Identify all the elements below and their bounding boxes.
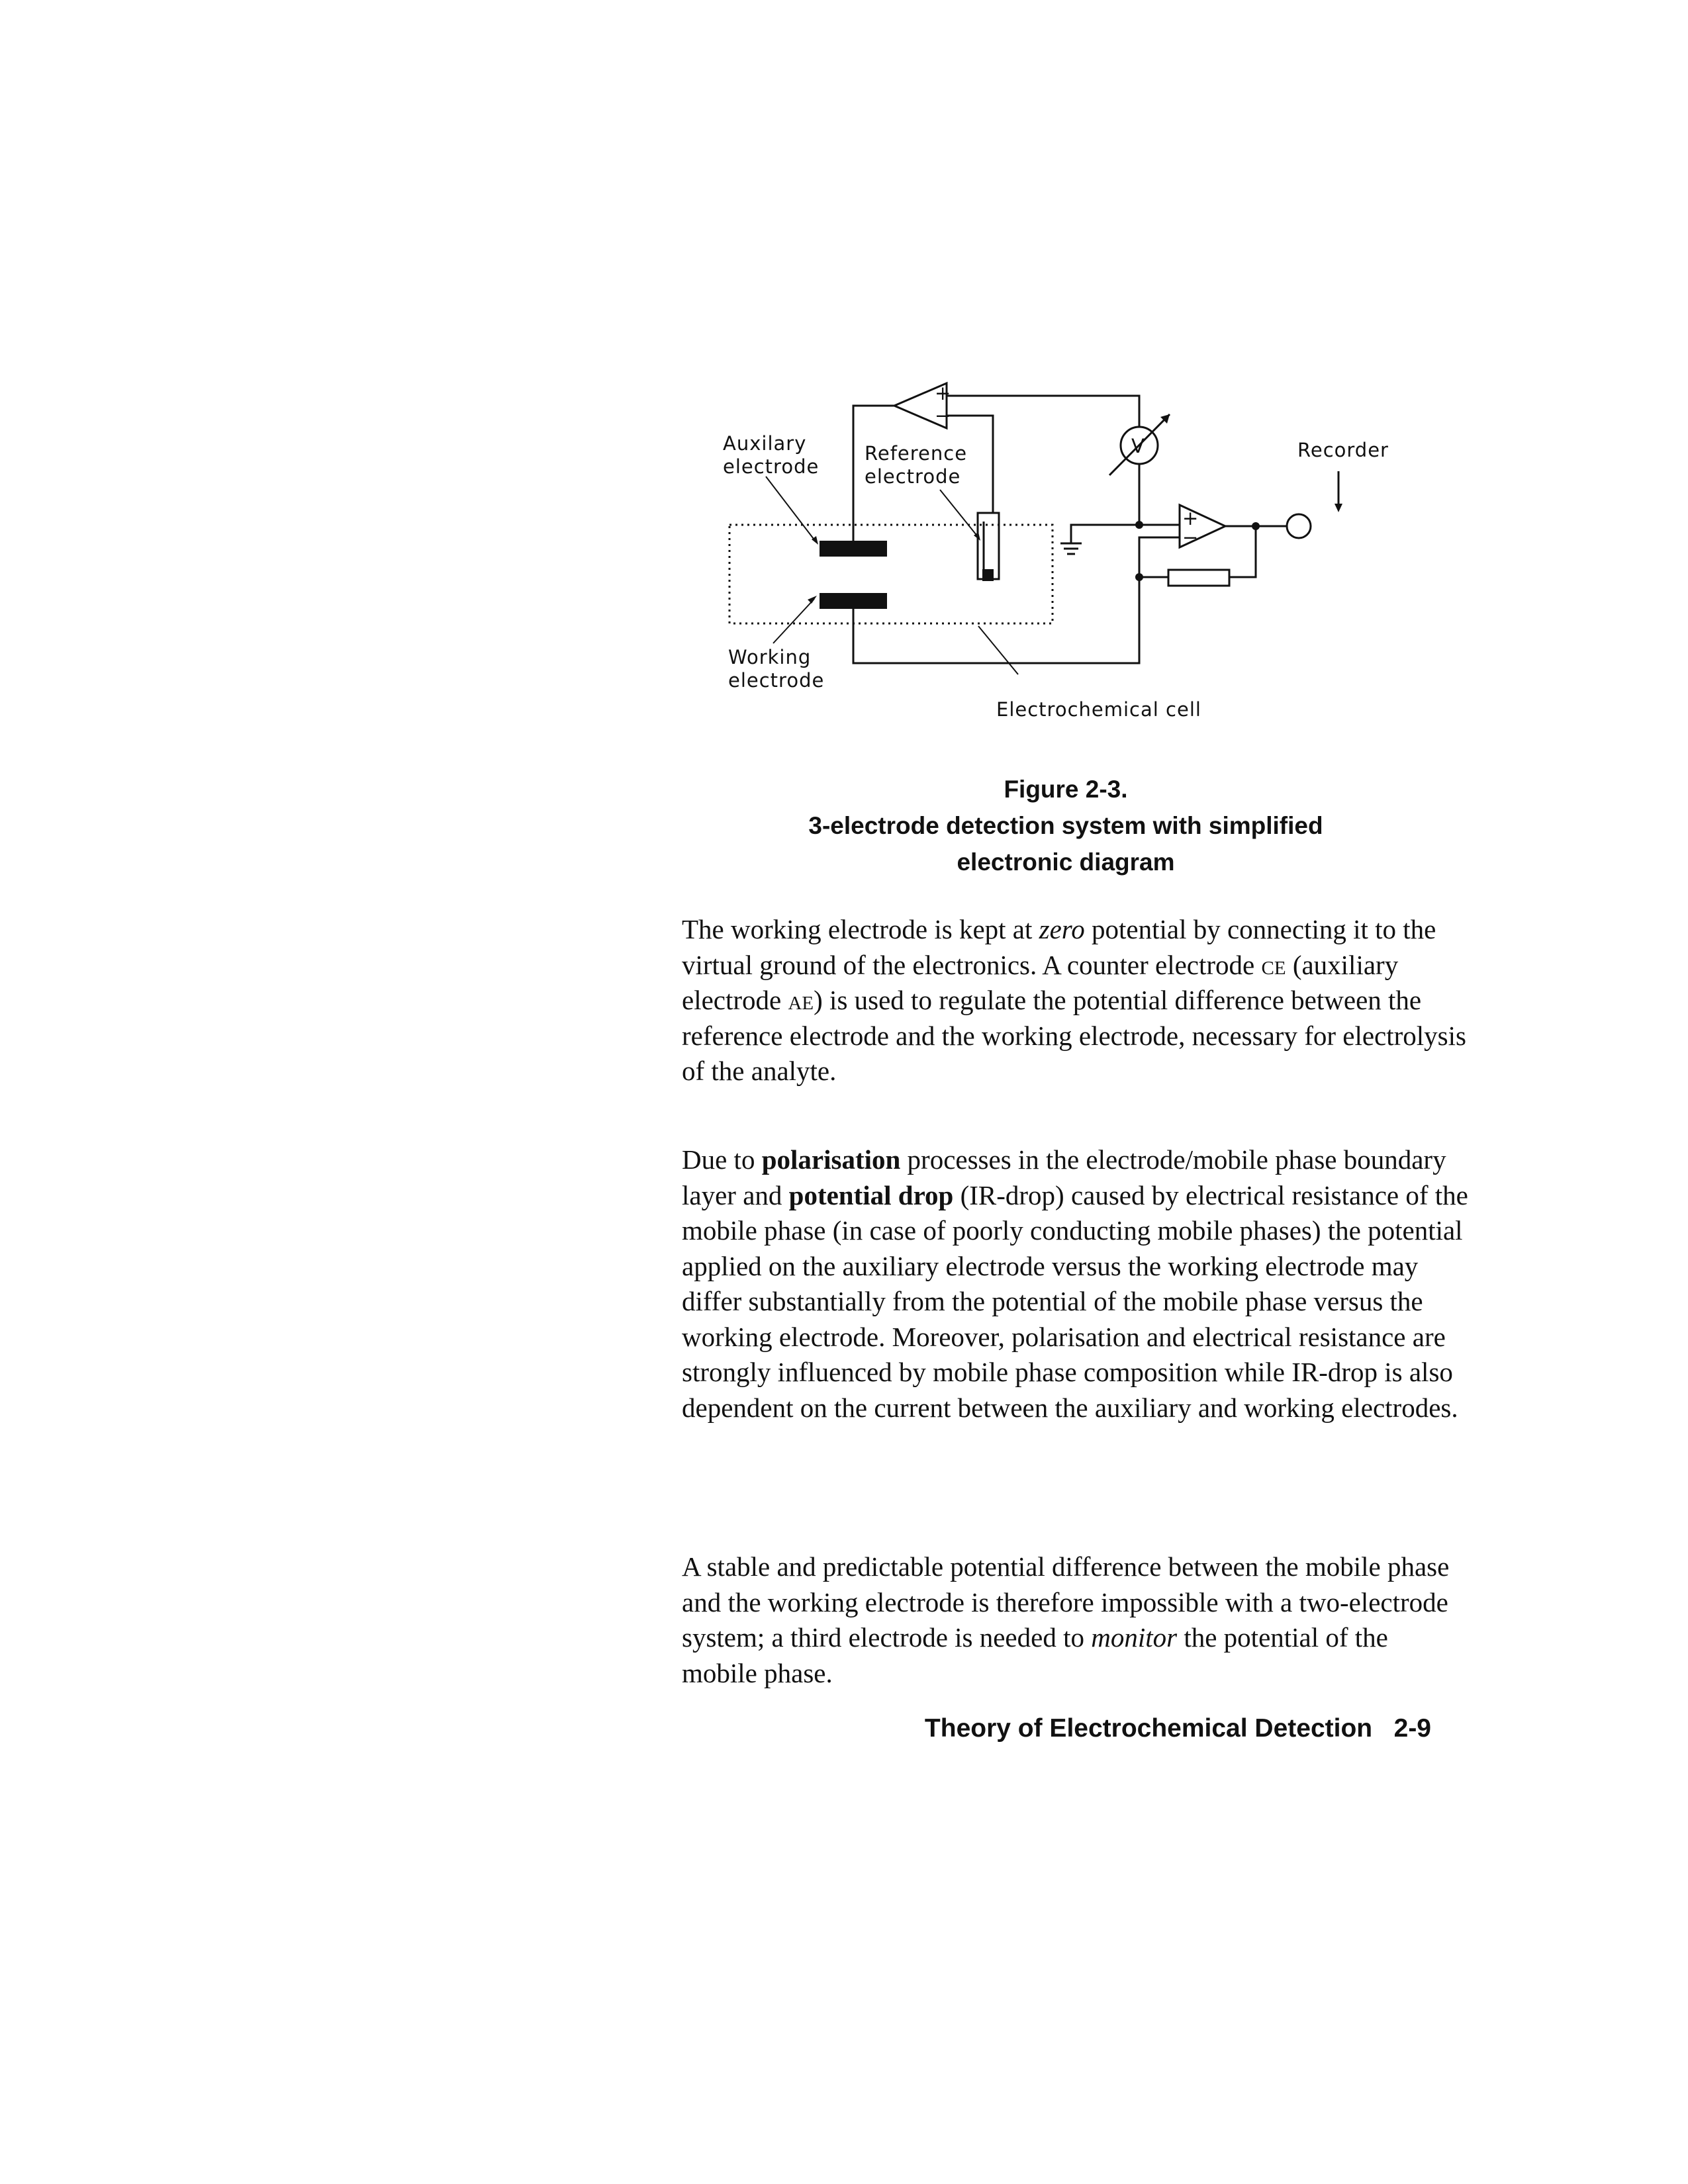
p2-bold-potential-drop: potential drop [788,1179,954,1210]
p1-text-2: potential by connecting it to the virtual ground of the electronics. A counter electrode [682,914,1436,980]
p2-text-3: (IR-drop) caused by electrical resistance of the mobile phase (in case of poorly conducting mobile phases) the potential applied on the auxiliary electrode versus the working electrode may differ substantially from the potential of the mobile phase versus the working electrode. Moreover, polarisation and electrical resistance are strongly influenced by mobile phase composition while IR-drop is also dependent on the current between the auxiliary and working electrodes. [682,1179,1468,1423]
p3-text-2: the potential of the mobile phase. [682,1622,1388,1688]
auxiliary-electrode-plate [820,541,887,557]
reference-label-2: electrode [865,465,961,488]
figure-caption [702,771,1430,880]
p1-text-3: (auxiliary electrode [682,949,1399,1015]
control-opamp-plus: + [935,382,952,404]
current-opamp-minus: − [1182,526,1199,549]
footer-page-number: 2-9 [1393,1714,1431,1743]
p2-text-1: Due to [682,1144,762,1175]
recorder-label: Recorder [1297,439,1389,461]
working-label-1: Working [728,646,812,668]
recorder-terminal [1287,514,1311,538]
p1-abbrev-ce: ce [1261,949,1286,980]
working-electrode-plate [820,593,887,609]
figure-caption-line-2: electronic diagram [957,848,1175,876]
working-label-2: electrode [728,669,825,692]
figure-number: Figure 2-3. [1004,776,1128,803]
figure-caption-line-1: 3-electrode detection system with simplified [808,812,1323,839]
paragraph-1 [682,912,1470,1089]
auxiliary-label-2: electrode [723,455,820,478]
p2-bold-polarisation: polarisation [761,1144,901,1175]
p3-emphasis-monitor: monitor [1091,1622,1178,1653]
paragraph-2 [682,1142,1470,1426]
voltmeter-label: V [1131,435,1145,457]
p1-abbrev-ae: ae [788,985,814,1015]
paragraph-3 [682,1549,1470,1691]
feedback-resistor [1168,570,1229,586]
page-footer [925,1714,1431,1743]
auxiliary-label-1: Auxilary [723,432,807,455]
p1-text-1: The working electrode is kept at [682,914,1039,944]
cell-label: Electrochemical cell [996,698,1201,721]
reference-label-1: Reference [865,442,968,465]
p2-text-2: processes in the electrode/mobile phase boundary layer and [682,1144,1446,1210]
control-opamp-minus: − [935,404,952,427]
current-opamp-plus: + [1182,507,1199,529]
p3-text-1: A stable and predictable potential difference between the mobile phase and the working electrode is therefore impossible with a two-electrode system; a third electrode is needed to [682,1551,1450,1653]
footer-section-title: Theory of Electrochemical Detection [924,1714,1373,1743]
electrode-system-diagram [702,371,1430,735]
p1-emphasis-zero: zero [1039,914,1085,944]
p1-text-4: ) is used to regulate the potential difference between the reference electrode and the working electrode, necessary for electrolysis of the analyte. [682,985,1466,1086]
electrochemical-cell-box [729,525,1053,623]
